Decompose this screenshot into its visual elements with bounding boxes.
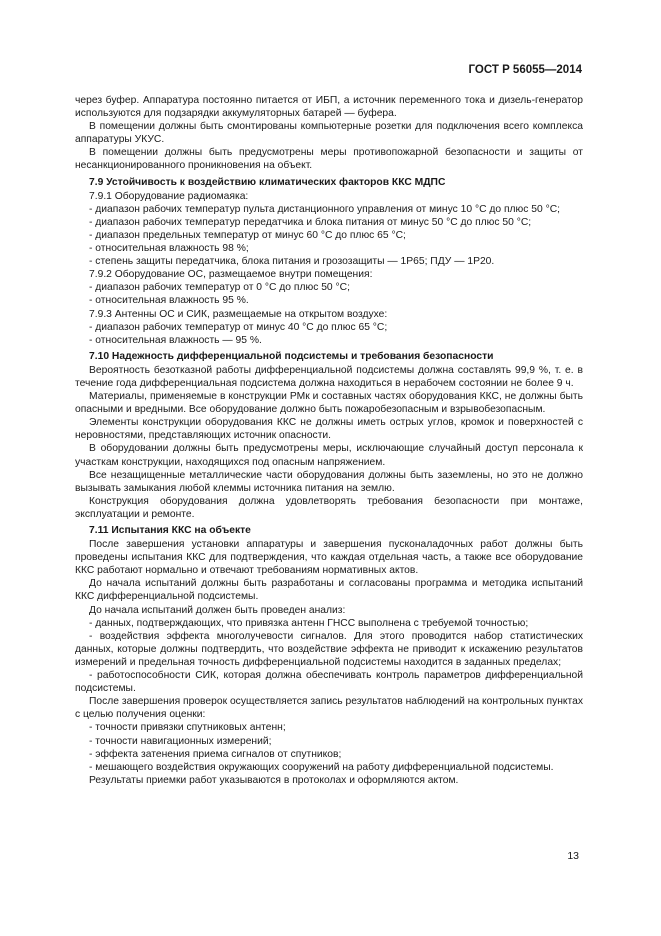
page-body — [75, 94, 583, 787]
paragraph: После завершения проверок осуществляется запись результатов наблюдений на контрольных пунктах с целью получения оценки: — [75, 696, 583, 721]
list-line: - диапазон предельных температур от минус 60 °С до плюс 65 °С; — [89, 229, 406, 241]
list-line: - степень защиты передатчика, блока питания и грозозащиты — 1Р65; ПДУ — 1Р20. — [89, 256, 495, 268]
section-heading: 7.9 Устойчивость к воздействию климатических факторов ККС МДПС — [89, 176, 446, 188]
paragraph: В помещении должны быть предусмотрены меры противопожарной безопасности и защиты от несанкционированного проникновения на объект. — [75, 147, 583, 172]
list-line: 7.9.1 Оборудование радиомаяка: — [89, 190, 249, 202]
paragraph: Все незащищенные металлические части оборудования должны быть заземлены, но это не должно вызывать замыкания любой клеммы источника питания на землю. — [75, 469, 583, 494]
list-line: До начала испытаний должен быть проведен анализ: — [89, 604, 346, 616]
list-line: - точности навигационных измерений; — [89, 735, 272, 747]
paragraph: Элементы конструкции оборудования ККС не должны иметь острых углов, кромок и поверхностей с неровностями, представляющих источник опасности. — [75, 417, 583, 442]
list-line: - диапазон рабочих температур от 0 °С до плюс 50 °С; — [89, 282, 350, 294]
page-number: 13 — [567, 850, 579, 862]
paragraph: через буфер. Аппаратура постоянно питается от ИБП, а источник переменного тока и дизель-генератор используются для подзарядки аккумуляторных батарей — буфера. — [75, 95, 583, 120]
list-line: - эффекта затенения приема сигналов от спутников; — [89, 748, 342, 760]
list-line: - точности привязки спутниковых антенн; — [89, 722, 286, 734]
list-line: Результаты приемки работ указываются в протоколах и оформляются актом. — [89, 774, 459, 786]
paragraph: Конструкция оборудования должна удовлетворять требования безопасности при монтаже, эксплуатации и ремонте. — [75, 495, 583, 520]
list-line: - относительная влажность 95 %. — [89, 295, 249, 307]
list-line: 7.9.3 Антенны ОС и СИК, размещаемые на открытом воздухе: — [89, 308, 388, 320]
section-heading: 7.11 Испытания ККС на объекте — [89, 525, 251, 536]
list-line: - диапазон рабочих температур от минус 40 °С до плюс 65 °С; — [89, 321, 388, 333]
paragraph: В оборудовании должны быть предусмотрены меры, исключающие случайный доступ персонала к участкам конструкции, находящихся под опасным напряжением. — [75, 443, 583, 468]
list-line: 7.9.2 Оборудование ОС, размещаемое внутри помещения: — [89, 269, 373, 281]
list-line: - диапазон рабочих температур пульта дистанционного управления от минус 10 °С до плюс 50 °С; — [89, 203, 561, 215]
paragraph: В помещении должны быть смонтированы компьютерные розетки для подключения всего комплекса аппаратуры УКУС. — [75, 121, 583, 146]
paragraph: Вероятность безотказной работы дифференциальной подсистемы должна составлять 99,9 %, т. е. в течение года дифференциальная подсистема должна находиться в нерабочем состоянии не более 9 ч. — [75, 364, 583, 389]
list-line: - относительная влажность — 95 %. — [89, 334, 262, 346]
paragraph: До начала испытаний должны быть разработаны и согласованы программа и методика испытаний ККС дифференциальной подсистемы. — [75, 578, 583, 603]
paragraph: После завершения установки аппаратуры и завершения пусконаладочных работ должны быть проведены испытания ККС для подтверждения, что каждая отдельная часть, а также все оборудование ККС работают нормально и отвечают требованиям нормативных актов. — [75, 539, 583, 577]
paragraph: - работоспособности СИК, которая должна обеспечивать контроль параметров дифференциальной подсистемы. — [75, 670, 583, 695]
paragraph: - воздействия эффекта многолучевости сигналов. Для этого проводится набор статистических данных, которые должны подтвердить, что воздействие эффекта не приводит к искажению результатов измерений и предельная точность дифференциальной подсистемы находится в заданных пределах; — [75, 630, 583, 668]
paragraph: Материалы, применяемые в конструкции РМк и составных частях оборудования ККС, не должны быть опасными и вредными. Все оборудование должно быть пожаробезопасным и взрывобезопасным. — [75, 391, 583, 416]
standard-header: ГОСТ Р 56055—2014 — [468, 64, 582, 76]
section-heading: 7.10 Надежность дифференциальной подсистемы и требования безопасности — [89, 350, 494, 362]
list-line: - данных, подтверждающих, что привязка антенн ГНСС выполнена с требуемой точностью; — [89, 617, 529, 629]
list-line: - относительная влажность 98 %; — [89, 243, 249, 255]
list-line: - диапазон рабочих температур передатчика и блока питания от минус 50 °С до плюс 50 °С; — [89, 216, 532, 228]
list-line: - мешающего воздействия окружающих сооружений на работу дифференциальной подсистемы. — [89, 761, 554, 773]
